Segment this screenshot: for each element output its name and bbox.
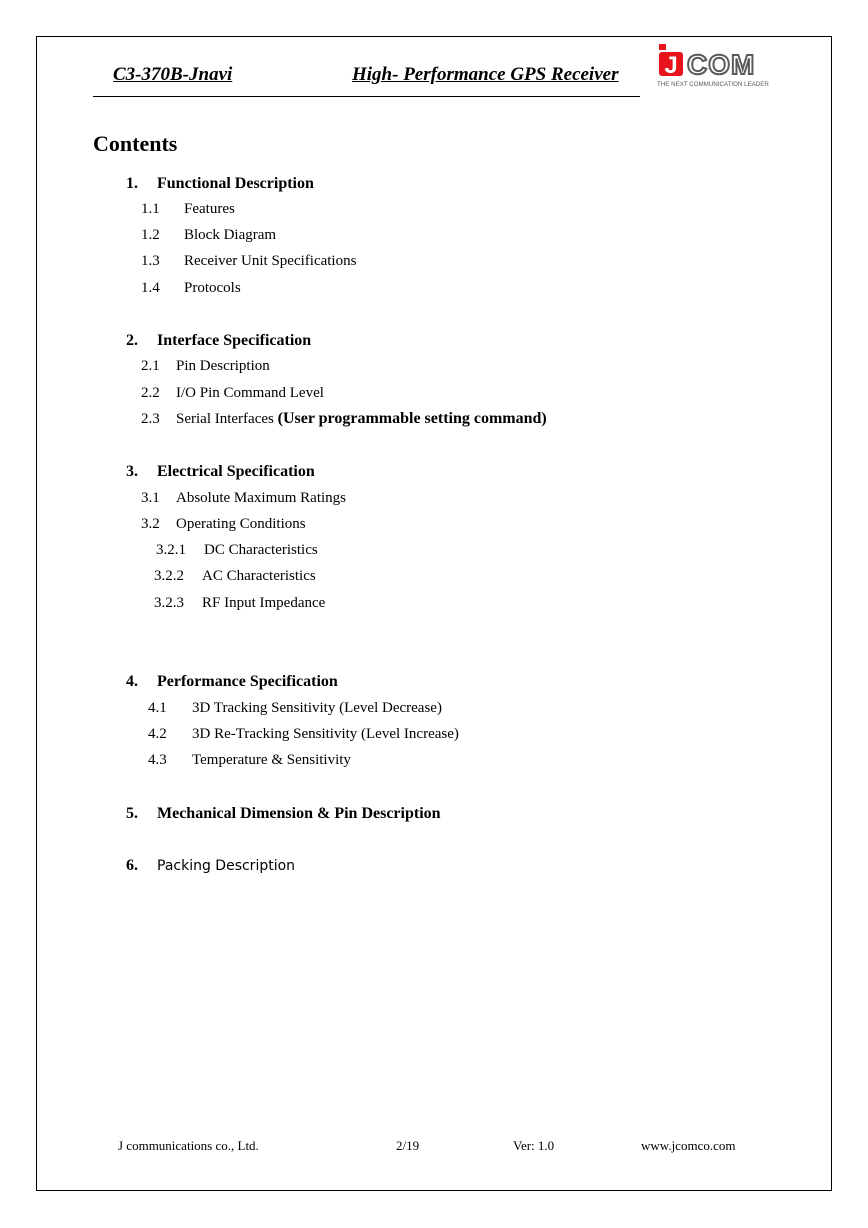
- header-rule: [93, 96, 640, 97]
- page-title: Contents: [93, 131, 178, 156]
- jcom-logo: [657, 44, 781, 88]
- footer-page-number: 2/19: [396, 1138, 420, 1153]
- toc-item: 4.3 Temperature & Sensitivity: [148, 752, 351, 768]
- section-heading: 4. Performance Specification: [126, 673, 338, 690]
- footer-website: www.jcomco.com: [641, 1138, 736, 1153]
- toc-item: 1.2 Block Diagram: [141, 227, 277, 243]
- section-heading: 6. Packing Description: [126, 857, 296, 874]
- svg-text:J: J: [664, 52, 678, 79]
- toc-item: 1.1 Features: [141, 201, 235, 217]
- toc-item: 4.2 3D Re-Tracking Sensitivity (Level Increase): [148, 726, 459, 742]
- footer-company: J communications co., Ltd.: [118, 1138, 259, 1153]
- toc-item: 3.1 Absolute Maximum Ratings: [141, 490, 346, 506]
- toc-item: 1.4 Protocols: [141, 280, 241, 296]
- toc-item: 3.2.2 AC Characteristics: [154, 568, 316, 584]
- svg-text:COM: COM: [687, 49, 756, 80]
- header-model: C3-370B-Jnavi: [113, 64, 233, 85]
- toc-item: 2.1 Pin Description: [141, 358, 270, 374]
- section-heading: 5. Mechanical Dimension & Pin Description: [126, 805, 441, 822]
- toc-item: 2.3 Serial Interfaces (User programmable setting command): [141, 410, 547, 427]
- footer-version: Ver: 1.0: [513, 1138, 555, 1153]
- section-heading: 1. Functional Description: [126, 175, 314, 192]
- section-heading: 3. Electrical Specification: [126, 463, 315, 480]
- toc-item: 4.1 3D Tracking Sensitivity (Level Decrease): [148, 700, 442, 716]
- toc-item: 3.2.1 DC Characteristics: [156, 542, 318, 558]
- toc-item: 2.2 I/O Pin Command Level: [141, 385, 324, 401]
- toc-item: 3.2.3 RF Input Impedance: [154, 595, 326, 611]
- header-product: High- Performance GPS Receiver: [352, 64, 619, 85]
- toc-item: 1.3 Receiver Unit Specifications: [141, 253, 357, 269]
- toc-item: 3.2 Operating Conditions: [141, 516, 306, 532]
- section-heading: 2. Interface Specification: [126, 332, 312, 349]
- svg-text:THE NEXT COMMUNICATION LEADER: THE NEXT COMMUNICATION LEADER: [657, 81, 769, 88]
